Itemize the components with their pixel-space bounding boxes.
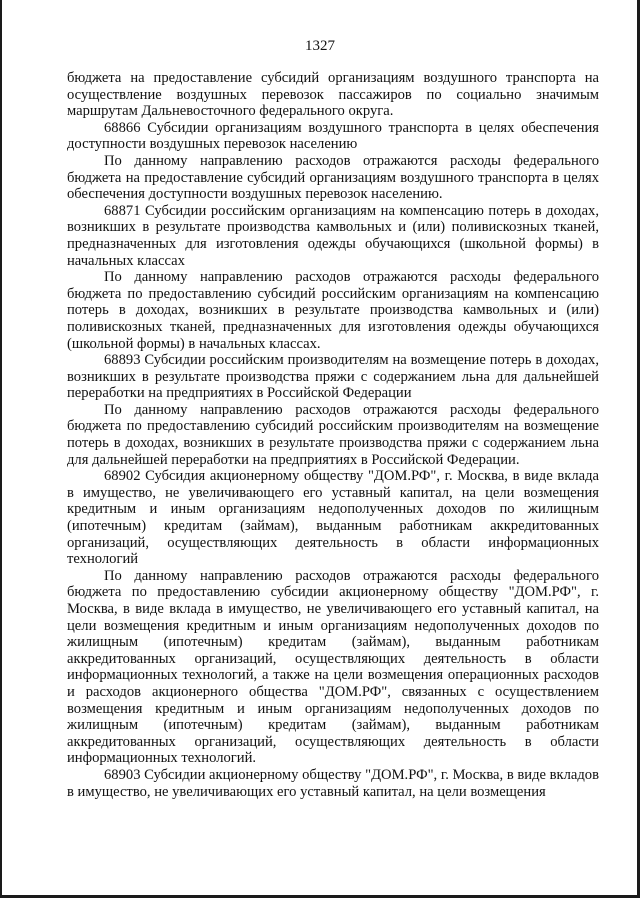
section-heading-68893: 68893 Субсидии российским производителям на возмещение потерь в доходах, возникших в результате производства пряжи с содержанием льна для дальнейшей переработки на предприятиях в Российской Федерации: [67, 352, 599, 402]
document-body: [67, 70, 599, 800]
paragraph-68871-description: По данному направлению расходов отражаются расходы федерального бюджета по предоставлению субсидий российским организациям на компенсацию потерь в доходах, возникших в результате производства камвольных и (или) поливискозных тканей, предназначенных для изготовления одежды обучающихся (школьной формы) в начальных классах.: [67, 269, 599, 352]
paragraph-68866-description: По данному направлению расходов отражаются расходы федерального бюджета на предоставление субсидий организациям воздушного транспорта в целях обеспечения доступности воздушных перевозок населению.: [67, 152, 599, 203]
paragraph-continuation: бюджета на предоставление субсидий организациям воздушного транспорта на осуществление воздушных перевозок пассажиров по социально значимым маршрутам Дальневосточного федерального округа.: [67, 70, 599, 120]
paragraph-68893-description: По данному направлению расходов отражаются расходы федерального бюджета по предоставлению субсидий российским производителям на возмещение потерь в доходах, возникших в результате производства пряжи с содержанием льна для дальнейшей переработки на предприятиях в Российской Федерации.: [67, 401, 599, 468]
paragraph-68902-description: По данному направлению расходов отражаются расходы федерального бюджета по предоставлению субсидии акционерному обществу "ДОМ.РФ", г. Москва, в виде вклада в имущество, не увеличивающего его уставный капитал, на цели возмещения кредитным и иным организациям недополученных доходов по жилищным (ипотечным) кредитам (займам), выданным работникам аккредитованных организаций, осуществляющих деятельность в области информационных технологий, а также на цели возмещения операционных расходов и расходов акционерного общества "ДОМ.РФ", связанных с осуществлением возмещения кредитным и иным организациям недополученных доходов по жилищным (ипотечным) кредитам (займам), выданным работникам аккредитованных организаций, осуществляющих деятельность в области информационных технологий.: [67, 567, 599, 767]
section-heading-68871: 68871 Субсидии российским организациям на компенсацию потерь в доходах, возникших в результате производства камвольных и (или) поливискозных тканей, предназначенных для изготовления одежды обучающихся (школьной формы) в начальных классах: [67, 202, 599, 269]
section-heading-68866: 68866 Субсидии организациям воздушного транспорта в целях обеспечения доступности воздушных перевозок населению: [67, 119, 599, 153]
section-heading-68902: 68902 Субсидия акционерному обществу "ДОМ.РФ", г. Москва, в виде вклада в имущество, не увеличивающего его уставный капитал, на цели возмещения кредитным и иным организациям недополученных доходов по жилищным (ипотечным) кредитам (займам), выданным работникам аккредитованных организаций, осуществляющих деятельность в области информационных технологий: [67, 468, 599, 568]
section-heading-68903: 68903 Субсидии акционерному обществу "ДОМ.РФ", г. Москва, в виде вкладов в имущество, не увеличивающих его уставный капитал, на цели возмещения: [67, 766, 599, 800]
scan-border-left: [0, 0, 2, 898]
page-number: 1327: [305, 38, 335, 54]
